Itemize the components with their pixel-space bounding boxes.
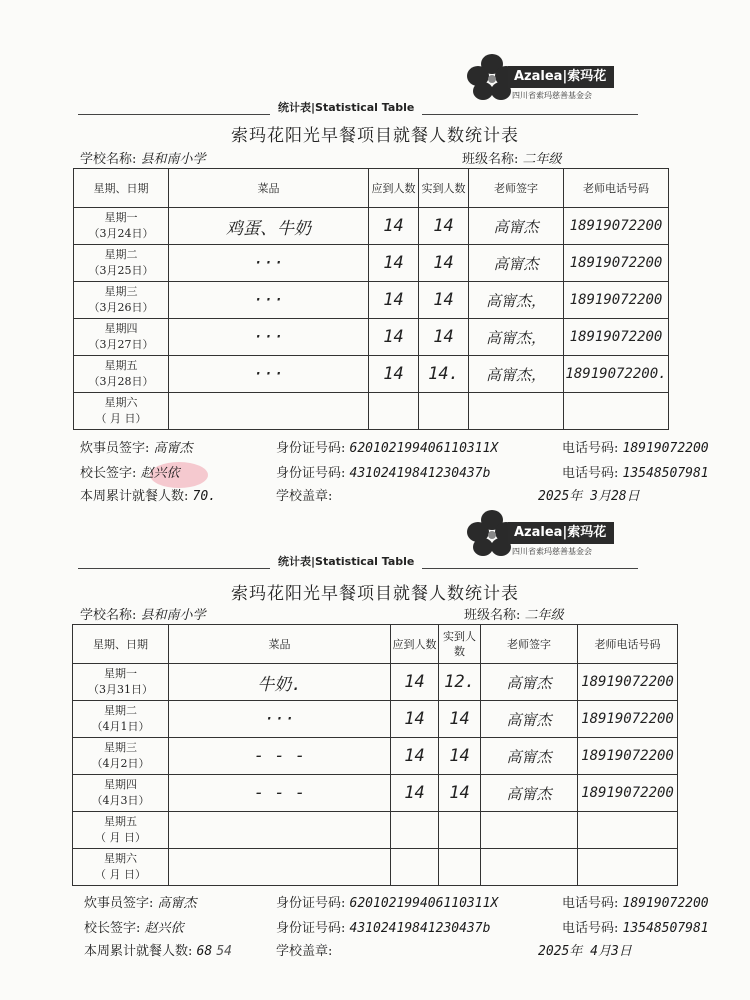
weekly-total [84,940,232,959]
total-extra-value: 54 [216,944,232,959]
day-cell [73,701,169,738]
dish-cell: ··· [169,282,369,319]
principal-id [276,917,490,936]
table-row [73,849,678,886]
dish-cell: ··· [169,319,369,356]
cook-tel [562,437,709,456]
principal-label: 校长签字: [80,466,137,481]
expected-cell: 14 [391,701,439,738]
date: （4月3日） [91,794,150,807]
logo-brand: Azalea|索玛花 [508,522,614,544]
class-label: 班级名称: [464,608,521,623]
weekday: 星期一 [104,211,138,224]
table-row [73,775,678,812]
phone-cell: 18919072200 [564,319,669,356]
day-cell [74,245,169,282]
weekday: 星期六 [104,396,138,409]
table-row [73,812,678,849]
principal-tel [562,462,709,481]
actual-cell [439,849,481,886]
id-label: 身份证号码: [276,896,346,911]
date: （3月28日） [88,375,154,388]
table-row [74,356,669,393]
principal-signature [84,917,184,936]
teacher-cell: 高甯杰 [481,775,578,812]
id-label: 身份证号码: [276,466,346,481]
weekday: 星期四 [104,322,138,335]
school-field [80,148,206,167]
cook-id-value: 620102199406110311X [349,441,499,456]
school-field [80,604,206,623]
table-header-row [74,169,669,208]
teacher-cell: 高甯杰 [481,664,578,701]
principal-tel [562,917,709,936]
col-header-date: 星期、日期 [74,169,169,208]
cook-id-value: 620102199406110311X [349,896,499,911]
weekday: 星期五 [104,815,137,828]
expected-cell [391,849,439,886]
class-field [464,604,564,623]
date: （3月31日） [88,683,153,696]
tel-label: 电话号码: [562,466,619,481]
col-header-phone: 老师电话号码 [578,625,678,664]
day-cell [74,356,169,393]
logo-brand: Azalea|索玛花 [508,66,614,88]
table-row [74,282,669,319]
table-row [73,664,678,701]
principal-id-value: 43102419841230437b [349,466,491,481]
teacher-cell: 高甯杰， [469,319,564,356]
actual-cell [439,812,481,849]
dish-cell: - - - [169,738,391,775]
expected-cell: 14 [369,282,419,319]
principal-label: 校长签字: [84,921,141,936]
header-label: 统计表|Statistical Table [270,99,422,115]
col-header-teacher: 老师签字 [469,169,564,208]
class-value: 二年级 [522,152,562,167]
weekday: 星期六 [104,852,137,865]
weekday: 星期五 [104,359,138,372]
expected-cell: 14 [391,664,439,701]
table-row [74,319,669,356]
actual-cell: 14 [419,208,469,245]
cook-tel-value: 18919072200 [622,441,709,456]
actual-cell: 14 [419,319,469,356]
phone-cell: 18919072200 [578,664,678,701]
seal-label: 学校盖章: [276,489,333,504]
date: （ 月 日） [95,868,146,881]
table-row [73,738,678,775]
weekday: 星期四 [104,778,137,791]
class-field [462,148,562,167]
day-cell [74,282,169,319]
expected-cell: 14 [391,775,439,812]
logo-foundation: 四川省索玛慈善基金会 [512,547,592,556]
col-header-actual: 实到人数 [439,625,481,664]
tel-label: 电话号码: [562,896,619,911]
dish-cell: ··· [169,356,369,393]
cook-value: 高甯杰 [157,896,197,911]
id-label: 身份证号码: [276,921,346,936]
phone-cell [564,393,669,430]
day-cell [73,775,169,812]
dish-cell [169,812,391,849]
date: （3月26日） [88,301,154,314]
date: （4月1日） [91,720,150,733]
actual-cell: 14 [439,775,481,812]
tel-label: 电话号码: [562,441,619,456]
teacher-cell: 高甯杰， [469,356,564,393]
dish-cell: ··· [169,701,391,738]
col-header-teacher: 老师签字 [481,625,578,664]
cook-tel [562,892,709,911]
meal-table [72,624,678,886]
weekday: 星期三 [104,741,137,754]
day-cell [73,849,169,886]
expected-cell: 14 [369,356,419,393]
meal-table [73,168,669,430]
principal-signature [80,462,180,481]
cook-signature [80,437,193,456]
form-title: 索玛花阳光早餐项目就餐人数统计表 [231,584,519,604]
table-header-row [73,625,678,664]
col-header-expected: 应到人数 [391,625,439,664]
phone-cell: 18919072200 [564,282,669,319]
col-header-expected: 应到人数 [369,169,419,208]
day-cell [73,738,169,775]
actual-cell: 14 [439,701,481,738]
teacher-cell: 高甯杰 [481,701,578,738]
col-header-date: 星期、日期 [73,625,169,664]
expected-cell: 14 [391,738,439,775]
form-date: 2025年 4月3日 [538,944,632,959]
dish-cell [169,393,369,430]
weekday: 星期一 [104,667,137,680]
weekday: 星期三 [104,285,138,298]
class-label: 班级名称: [462,152,519,167]
date: （ 月 日） [95,412,147,425]
teacher-cell [481,812,578,849]
phone-cell: 18919072200 [578,701,678,738]
dish-cell: ··· [169,245,369,282]
actual-cell: 14 [419,245,469,282]
table-row [74,208,669,245]
table-row [74,245,669,282]
day-cell [73,812,169,849]
cook-value: 高甯杰 [153,441,193,456]
day-cell [74,208,169,245]
day-cell [74,393,169,430]
header-label: 统计表|Statistical Table [270,553,422,569]
logo-foundation: 四川省索玛慈善基金会 [512,91,592,100]
phone-cell: 18919072200 [564,245,669,282]
form-date: 2025年 3月28日 [538,489,640,504]
teacher-cell: 高甯杰 [469,208,564,245]
school-label: 学校名称: [80,608,137,623]
weekday: 星期二 [104,704,137,717]
date: （3月24日） [88,227,154,240]
school-value: 县和南小学 [140,608,206,623]
col-header-phone: 老师电话号码 [564,169,669,208]
tel-label: 电话号码: [562,921,619,936]
phone-cell: 18919072200 [564,208,669,245]
expected-cell [391,812,439,849]
actual-cell: 14 [439,738,481,775]
phone-cell: 18919072200 [578,775,678,812]
day-cell [74,319,169,356]
azalea-logo [464,52,614,102]
id-label: 身份证号码: [276,441,346,456]
expected-cell: 14 [369,319,419,356]
phone-cell [578,849,678,886]
statistical-form-2 [0,500,750,1000]
cook-id [276,892,498,911]
phone-cell [578,812,678,849]
actual-cell [419,393,469,430]
principal-value: 赵兴依 [140,466,180,481]
teacher-cell: 高甯杰 [469,245,564,282]
teacher-cell [481,849,578,886]
dish-cell: 牛奶. [169,664,391,701]
table-row [74,393,669,430]
cook-signature [84,892,197,911]
class-value: 二年级 [524,608,564,623]
date: （3月27日） [88,338,154,351]
date: （3月25日） [88,264,154,277]
total-value: 70. [192,489,217,504]
actual-cell: 14 [419,282,469,319]
expected-cell [369,393,419,430]
total-label: 本周累计就餐人数: [84,944,193,959]
principal-tel-value: 13548507981 [622,466,709,481]
cook-label: 炊事员签字: [84,896,154,911]
school-value: 县和南小学 [140,152,206,167]
date: （4月2日） [91,757,150,770]
cook-id [276,437,498,456]
cook-label: 炊事员签字: [80,441,150,456]
col-header-dish: 菜品 [169,169,369,208]
phone-cell: 18919072200. [564,356,669,393]
total-value: 68 [196,944,213,959]
col-header-dish: 菜品 [169,625,391,664]
school-label: 学校名称: [80,152,137,167]
azalea-logo [464,508,614,558]
teacher-cell [469,393,564,430]
dish-cell: - - - [169,775,391,812]
teacher-cell: 高甯杰， [469,282,564,319]
expected-cell: 14 [369,245,419,282]
cook-tel-value: 18919072200 [622,896,709,911]
total-label: 本周累计就餐人数: [80,489,189,504]
principal-value: 赵兴依 [144,921,184,936]
actual-cell: 12. [439,664,481,701]
seal-label: 学校盖章: [276,944,333,959]
form-title: 索玛花阳光早餐项目就餐人数统计表 [231,126,519,146]
date: （ 月 日） [95,831,146,844]
principal-tel-value: 13548507981 [622,921,709,936]
day-cell [73,664,169,701]
phone-cell: 18919072200 [578,738,678,775]
expected-cell: 14 [369,208,419,245]
actual-cell: 14. [419,356,469,393]
weekday: 星期二 [104,248,138,261]
school-seal [276,940,332,959]
dish-cell: 鸡蛋、牛奶 [169,208,369,245]
col-header-actual: 实到人数 [419,169,469,208]
principal-id [276,462,490,481]
dish-cell [169,849,391,886]
teacher-cell: 高甯杰 [481,738,578,775]
table-row [73,701,678,738]
principal-id-value: 43102419841230437b [349,921,491,936]
